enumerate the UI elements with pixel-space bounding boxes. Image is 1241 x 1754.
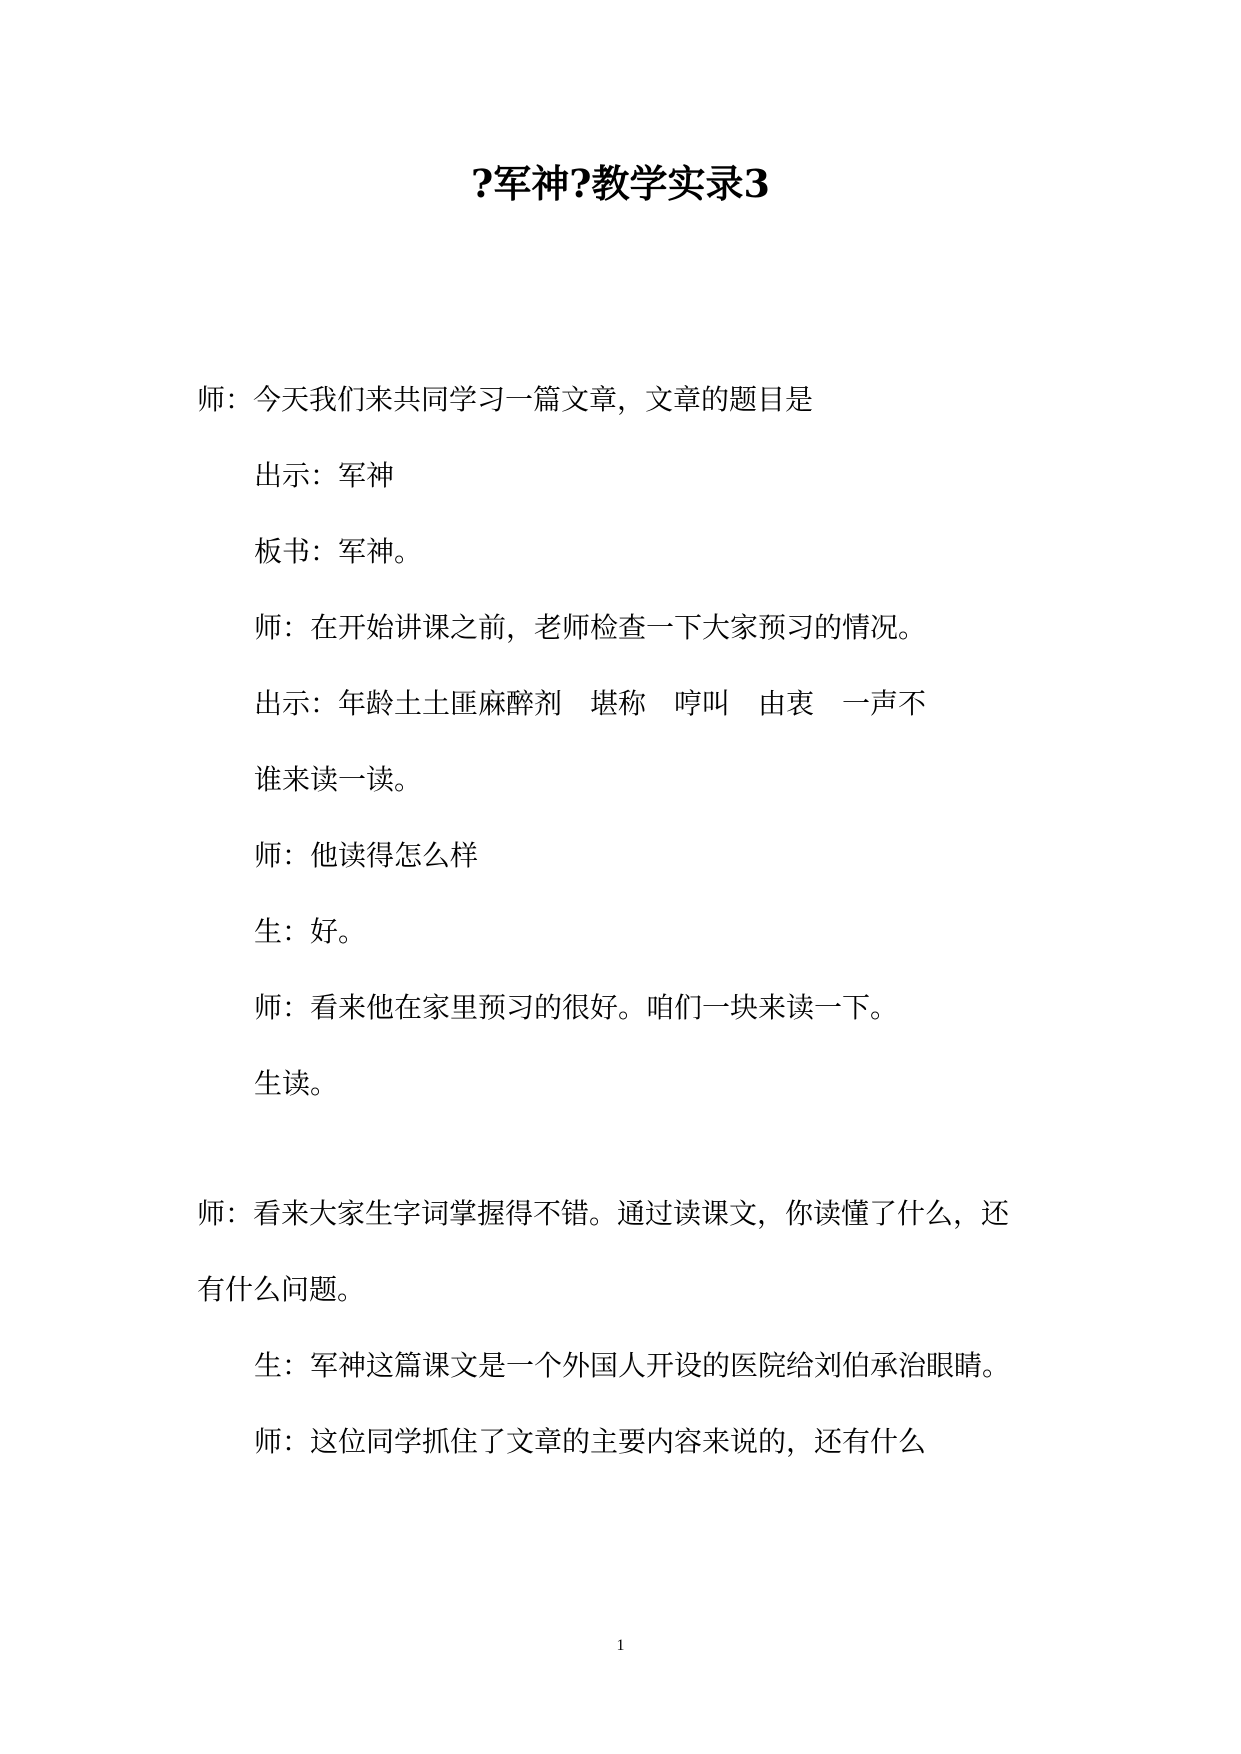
paragraph-line: 出示：年龄土土匪麻醉剂 堪称 哼叫 由衷 一声不 [254, 687, 927, 720]
paragraph-line: 谁来读一读。 [254, 763, 423, 796]
paragraph-line: 板书：军神。 [254, 535, 423, 568]
document-title: ?军神?教学实录3 [471, 161, 770, 206]
paragraph-line: 有什么问题。 [197, 1273, 366, 1306]
paragraph-line: 生：军神这篇课文是一个外国人开设的医院给刘伯承治眼睛。 [254, 1349, 1011, 1382]
paragraph-line: 师：在开始讲课之前，老师检查一下大家预习的情况。 [254, 611, 927, 644]
paragraph-line: 师：他读得怎么样 [254, 839, 479, 872]
page-number: 1 [616, 1637, 625, 1654]
paragraph-line: 生：好。 [254, 915, 367, 948]
paragraph-line: 师：看来他在家里预习的很好。咱们一块来读一下。 [254, 991, 899, 1024]
paragraph-line: 师：看来大家生字词掌握得不错。通过读课文，你读懂了什么，还 [197, 1197, 1010, 1230]
paragraph-line: 师：这位同学抓住了文章的主要内容来说的，还有什么 [254, 1425, 927, 1458]
paragraph-line: 师：今天我们来共同学习一篇文章，文章的题目是 [197, 383, 814, 416]
paragraph-line: 生读。 [254, 1067, 339, 1100]
paragraph-line: 出示：军神 [254, 459, 395, 492]
